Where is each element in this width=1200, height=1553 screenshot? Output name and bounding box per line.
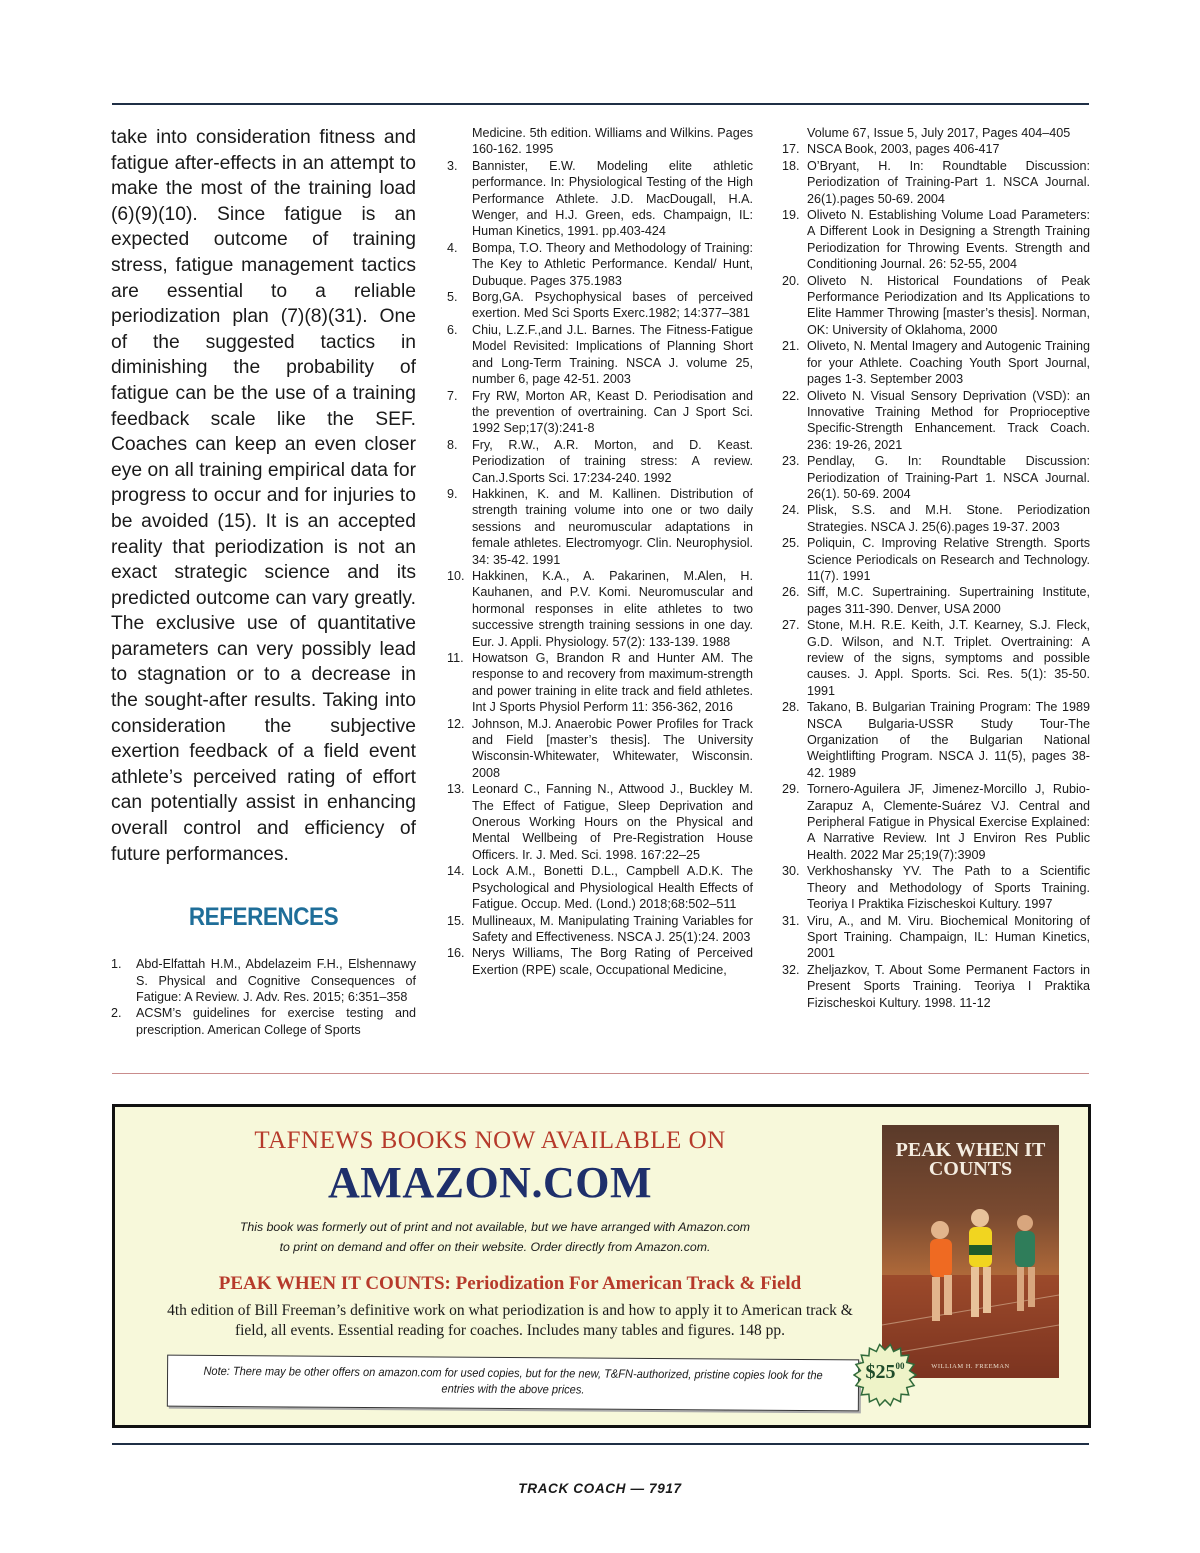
reference-text: Hakkinen, K. and M. Kallinen. Distribution of strength training volume into one or two daily sessions and neuromuscular adaptations in female athletes. Electromyogr. Clin. Neurophysiol. 34: 35-42. 1991 [472, 486, 753, 567]
book-cover-title: PEAK WHEN IT COUNTS [895, 1139, 1046, 1180]
page-footer: TRACK COACH — 7917 [518, 1481, 682, 1496]
reference-item [782, 863, 1090, 912]
price-cents: 00 [895, 1361, 905, 1371]
references-list-right [782, 125, 1090, 1011]
reference-item [782, 962, 1090, 1011]
ad-description: This book was formerly out of print and not available, but we have arranged with Amazon.com to print on demand and offer on their website. Order directly from Amazon.com. [239, 1220, 751, 1254]
reference-item [782, 388, 1090, 454]
reference-text: Mullineaux, M. Manipulating Training Variables for Safety and Effectiveness. NSCA J. 25(1):24. 2003 [472, 913, 753, 944]
reference-number: 7. [447, 388, 458, 403]
reference-number: 27. [782, 618, 800, 633]
reference-number: 9. [447, 486, 458, 501]
reference-number: 26. [782, 585, 800, 600]
references-list-middle [447, 125, 753, 978]
reference-number: 10. [447, 568, 465, 583]
reference-item [782, 453, 1090, 502]
reference-text: Volume 67, Issue 5, July 2017, Pages 404–405 [807, 126, 1071, 140]
reference-number: 8. [447, 437, 458, 452]
reference-number: 29. [782, 782, 800, 797]
reference-text: Verkhoshansky YV. The Path to a Scientific Theory and Methodology of Sports Training. Teoriya I Praktika Fizischeskoi Kultury. 1997 [807, 864, 1090, 912]
reference-item [782, 207, 1090, 273]
reference-number: 31. [782, 913, 800, 928]
reference-item [447, 486, 753, 568]
ad-amazon-title: AMAZON.COM [328, 1158, 652, 1207]
reference-item [447, 125, 753, 158]
reference-text: Oliveto N. Historical Foundations of Peak Performance Periodization and Its Applications to Elite Hammer Throwing [master’s thesis]. Norman, OK: University of Oklahoma, 2000 [807, 273, 1090, 337]
reference-text: Siff, M.C. Supertraining. Supertraining Institute, pages 311-390. Denver, USA 2000 [807, 585, 1090, 616]
reference-item [447, 716, 753, 782]
reference-text: Takano, B. Bulgarian Training Program: The 1989 NSCA Bulgaria-USSR Study Tour-The Organization of the Bulgarian National Weightlifting Program. NSCA J. 11(5), pages 38-42. 1989 [807, 700, 1090, 780]
reference-text: Bompa, T.O. Theory and Methodology of Training: The Key to Athletic Performance. Kendal/ Hunt, Dubuque. Pages 375.1983 [472, 240, 753, 288]
reference-text: Pendlay, G. In: Roundtable Discussion: Periodization of Training-Part 1. NSCA Journal. 26(1). 50-69. 2004 [807, 454, 1090, 501]
bottom-rule [112, 1443, 1089, 1445]
reference-item [447, 437, 753, 486]
reference-number: 23. [782, 454, 800, 469]
section-divider [112, 1073, 1089, 1074]
price-amount: $25 [865, 1361, 896, 1383]
reference-item [782, 781, 1090, 863]
reference-item [782, 158, 1090, 207]
reference-text: ACSM’s guidelines for exercise testing and prescription. American College of Sports [136, 1006, 416, 1037]
reference-number: 18. [782, 158, 800, 173]
top-rule [112, 103, 1089, 105]
reference-number: 16. [447, 946, 465, 961]
reference-item [447, 568, 753, 650]
reference-text: Medicine. 5th edition. Williams and Wilkins. Pages 160-162. 1995 [472, 126, 753, 157]
reference-text: Poliquin, C. Improving Relative Strength. Sports Science Periodicals on Research and Technology. 11(7). 1991 [807, 536, 1090, 583]
reference-number: 21. [782, 339, 800, 354]
reference-text: Chiu, L.Z.F.,and J.L. Barnes. The Fitness-Fatigue Model Revisited: Implications of Planning Short and Long-Term Training. NSCA J. volume 25, number 6, page 42-51. 2003 [472, 322, 753, 387]
reference-item [111, 1005, 416, 1038]
reference-item [111, 956, 416, 1005]
ad-book-title: PEAK WHEN IT COUNTS: Periodization For American Track & Field [218, 1273, 802, 1294]
reference-text: O’Bryant, H. In: Roundtable Discussion: Periodization of Training-Part 1. NSCA Journal. 26(1).pages 50-69. 2004 [807, 158, 1090, 206]
reference-text: Abd-Elfattah H.M., Abdelazeim F.H., Elshennawy S. Physical and Cognitive Consequences of Fatigue: A Review. J. Adv. Res. 2015; 6:351–358 [136, 957, 416, 1005]
reference-item [782, 535, 1090, 584]
column-right [782, 125, 1090, 1011]
reference-number: 28. [782, 700, 800, 715]
reference-number: 17. [782, 142, 800, 157]
reference-number: 5. [447, 290, 458, 305]
ad-note-box [167, 1355, 859, 1412]
column-left [111, 125, 416, 1038]
reference-text: Lock A.M., Bonetti D.L., Campbell A.D.K. The Psychological and Physiological Health Effects of Fatigue. Occup. Med. (Lond.) 2018;68:502–511 [472, 864, 753, 912]
reference-text: NSCA Book, 2003, pages 406-417 [807, 142, 1000, 157]
reference-item [447, 913, 753, 946]
reference-item [447, 863, 753, 912]
reference-number: 30. [782, 864, 800, 879]
ad-note-text: Note: There may be other offers on amazon.com for used copies, but for the new, T&FN-authorized, pristine copies look for the entries with the above prices. [203, 1363, 823, 1397]
reference-item [447, 158, 753, 240]
reference-item [782, 913, 1090, 962]
reference-text: Oliveto, N. Mental Imagery and Autogenic Training for your Athlete. Coaching Youth Sport Journal, pages 1-3. September 2003 [807, 339, 1090, 387]
reference-number: 15. [447, 913, 465, 928]
reference-item [782, 141, 1090, 157]
reference-number: 22. [782, 388, 800, 403]
reference-number: 1. [111, 957, 122, 972]
reference-text: Hakkinen, K.A., A. Pakarinen, M.Alen, H. Kauhanen, and P.V. Komi. Neuromuscular and hormonal responses in elite athletes to two successive strength training sessions in one day. Eur. J. Appli. Physiology. 57(2): 133-139. 1988 [472, 568, 753, 649]
reference-text: Plisk, S.S. and M.H. Stone. Periodization Strategies. NSCA J. 25(6).pages 19-37. 2003 [807, 503, 1090, 534]
reference-item [447, 781, 753, 863]
reference-text: Oliveto N. Establishing Volume Load Parameters: A Different Look in Designing a Strength Training Periodization for Throwing Events. Strength and Conditioning Journal. 26: 52-55, 2004 [807, 208, 1090, 272]
reference-number: 3. [447, 158, 458, 173]
reference-item [447, 289, 753, 322]
reference-number: 32. [782, 962, 800, 977]
reference-text: Bannister, E.W. Modeling elite athletic performance. In: Physiological Testing of the High Performance Athlete. J.D. MacDougall, H.A. Wenger, and H.J. Green, eds. Champaign, IL: Human Kinetics, 1991. pp.403-424 [472, 158, 753, 239]
reference-item [447, 388, 753, 437]
reference-number: 4. [447, 240, 458, 255]
reference-number: 13. [447, 782, 465, 797]
book-cover-author: WILLIAM H. FREEMAN [931, 1363, 1010, 1370]
reference-item [782, 502, 1090, 535]
reference-text: Stone, M.H. R.E. Keith, J.T. Kearney, S.J. Fleck, G.D. Wilson, and N.T. Triplet. Overtraining: A review of the signs, symptoms and possible causes. J. Appl. Sports. Sci. Res. 5(1): 35-50. 1991 [807, 618, 1090, 698]
reference-text: Fry, R.W., A.R. Morton, and D. Keast. Periodization of training stress: A review. Can.J.Sports Sci. 17:234-240. 1992 [472, 437, 753, 485]
reference-text: Johnson, M.J. Anaerobic Power Profiles for Track and Field [master’s thesis]. The University Wisconsin-Whitewater, Whitewater, Wisconsin. 2008 [472, 716, 753, 780]
reference-text: Zheljazkov, T. About Some Permanent Factors in Present Sports Training. Teoriya I Praktika Fizischeskoi Kultury. 1998. 11-12 [807, 962, 1090, 1010]
reference-text: Fry RW, Morton AR, Keast D. Periodisation and the prevention of overtraining. Can J Sport Sci. 1992 Sep;17(3):241-8 [472, 388, 753, 436]
reference-item [447, 945, 753, 978]
reference-item [782, 338, 1090, 387]
reference-number: 6. [447, 322, 458, 337]
price-text [853, 1361, 917, 1384]
references-heading: REFERENCES [188, 903, 339, 932]
price-badge [853, 1343, 917, 1407]
reference-item [782, 699, 1090, 781]
reference-number: 14. [447, 864, 465, 879]
reference-text: Oliveto N. Visual Sensory Deprivation (VSD): an Innovative Training Method for Proprioceptive Specific-Strength Enhancement. Track Coach. 236: 19-26, 2021 [807, 388, 1090, 452]
reference-number: 2. [111, 1006, 122, 1021]
reference-item [447, 240, 753, 289]
ad-headline: TAFNEWS BOOKS NOW AVAILABLE ON [254, 1127, 726, 1154]
reference-item [447, 322, 753, 388]
reference-number: 24. [782, 503, 800, 518]
reference-item [782, 584, 1090, 617]
reference-item [782, 617, 1090, 699]
reference-item [782, 273, 1090, 339]
reference-item [782, 125, 1090, 141]
reference-text: Nerys Williams, The Borg Rating of Perceived Exertion (RPE) scale, Occupational Medicine, [472, 946, 753, 977]
reference-number: 11. [447, 651, 464, 665]
reference-text: Borg,GA. Psychophysical bases of perceived exertion. Med Sci Sports Exerc.1982; 14:377–381 [472, 290, 753, 321]
reference-text: Leonard C., Fanning N., Attwood J., Buckley M. The Effect of Fatigue, Sleep Deprivation and Onerous Working Hours on the Physical and Mental Wellbeing of Pre-Registration House Officers. Ir. J. Med. Sci. 1998. 167:22–25 [472, 782, 753, 862]
reference-number: 19. [782, 208, 800, 223]
reference-item [447, 650, 753, 716]
column-middle [447, 125, 753, 978]
reference-number: 25. [782, 536, 800, 551]
reference-text: Tornero-Aguilera JF, Jimenez-Morcillo J, Rubio-Zarapuz A, Clemente-Suárez VJ. Central and Peripheral Fatigue in Physical Exercise Explained: A Narrative Review. Int J Environ Res Public Health. 2022 Mar 25;19(7):3909 [807, 782, 1090, 862]
article-paragraph: take into consideration fitness and fatigue after-effects in an attempt to make the most of the training load (6)(9)(10). Since fatigue is an expected outcome of training stress, fatigue management tactics are essential to a reliable periodization plan (7)(8)(31). One of the suggested tactics in diminishing the probability of fatigue can be the use of a training feedback scale like the SEF. Coaches can keep an even closer eye on all training empirical data for progress to occur and for injuries to be avoided (15). It is an accepted reality that periodization is not an exact strategic science and its predicted outcome can vary greatly. The exclusive use of quantitative parameters can very possibly lead to stagnation or to a decrease in the sought-after results. Taking into consideration the subjective exertion feedback of a field event athlete’s perceived rating of effort can potentially assist in enhancing overall control and efficiency of future performances. [111, 127, 416, 865]
reference-text: Viru, A., and M. Viru. Biochemical Monitoring of Sport Training. Champaign, IL: Human Kinetics, 2001 [807, 913, 1090, 961]
reference-text: Howatson G, Brandon R and Hunter AM. The response to and recovery from maximum-strength and power training in elite track and field athletes. Int J Sports Physiol Perform 11: 356-362, 2016 [472, 651, 753, 715]
reference-number: 12. [447, 716, 465, 731]
reference-number: 20. [782, 273, 800, 288]
references-list-left [111, 956, 416, 1038]
amazon-advertisement [112, 1104, 1091, 1428]
ad-book-description: 4th edition of Bill Freeman’s definitive work on what periodization is and how to apply it to American track & field, all events. Essential reading for coaches. Includes many tables and figures. 148 pp. [167, 1302, 853, 1339]
book-cover-image [882, 1125, 1059, 1378]
